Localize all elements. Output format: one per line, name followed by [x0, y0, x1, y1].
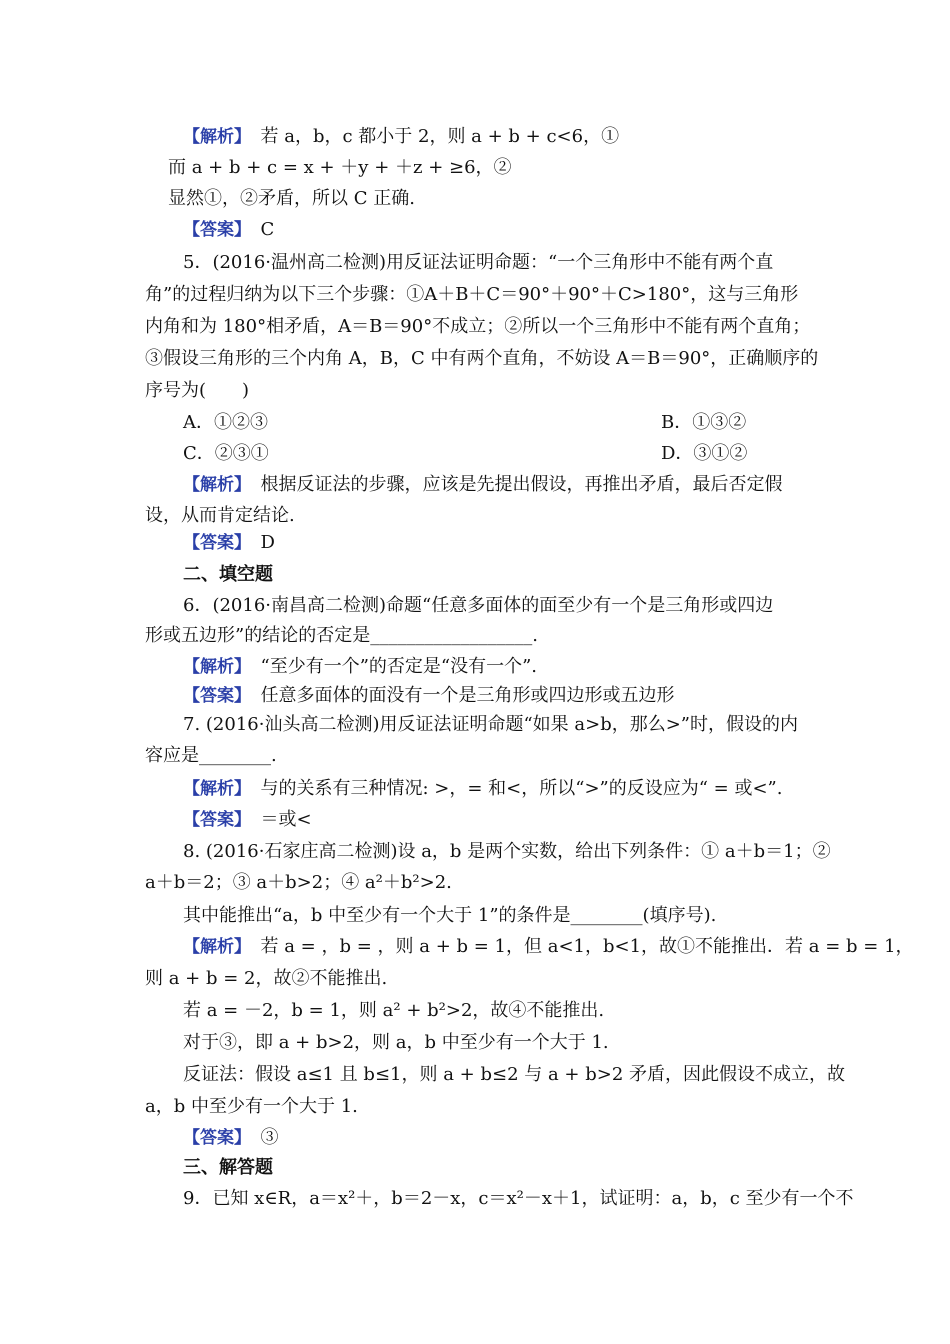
question-6-line: 6．(2016·南昌高二检测)命题“任意多面体的面至少有一个是三角形或四边	[183, 595, 774, 616]
text-line: a，b 中至少有一个大于 1.	[145, 1096, 358, 1117]
answer-tag: 【答案】	[183, 686, 243, 706]
question-8-line: 8. (2016·石家庄高二检测)设 a，b 是两个实数，给出下列条件：① a＋b＝1；②	[183, 841, 831, 862]
question-7-line: 7. (2016·汕头高二检测)用反证法证明命题“如果 a>b，那么>”时，假设的内	[183, 714, 799, 735]
text-line: 序号为( )	[145, 380, 250, 401]
analysis-tag: 【解析】	[183, 779, 243, 799]
option-d: D．③①②	[661, 443, 748, 464]
answer-text: D	[242, 532, 275, 553]
answer-text: ③	[242, 1127, 279, 1148]
analysis-tag: 【解析】	[183, 475, 243, 495]
analysis-text: 根据反证法的步骤，应该是先提出假设，再推出矛盾，最后否定假	[242, 474, 783, 495]
answer-tag: 【答案】	[183, 533, 243, 553]
option-b: B．①③②	[661, 412, 747, 433]
analysis-line	[183, 125, 853, 149]
text-line: 其中能推出“a，b 中至少有一个大于 1”的条件是________(填序号).	[183, 905, 717, 926]
analysis-line	[183, 655, 853, 679]
question-5-line: 5．(2016·温州高二检测)用反证法证明命题：“一个三角形中不能有两个直	[183, 252, 774, 273]
analysis-text: “至少有一个”的否定是“没有一个”.	[242, 656, 538, 677]
options-row	[183, 411, 853, 435]
option-c: C．②③①	[183, 443, 269, 464]
analysis-text: 若 a = ，b = ，则 a + b = 1，但 a<1，b<1，故①不能推出．若 a = b = 1，	[242, 936, 914, 957]
answer-line	[183, 218, 853, 242]
section-heading: 三、解答题	[183, 1157, 273, 1178]
answer-text: 任意多面体的面没有一个是三角形或四边形或五边形	[242, 685, 675, 706]
analysis-tag: 【解析】	[183, 657, 243, 677]
options-row	[183, 442, 853, 466]
text-line: 角”的过程归纳为以下三个步骤：①A＋B＋C＝90°＋90°＋C>180°，这与三角形	[145, 284, 799, 305]
section-heading: 二、填空题	[183, 564, 273, 585]
analysis-line	[183, 777, 853, 801]
analysis-text: 与的关系有三种情况: >，= 和<，所以“>”的反设应为“ = 或<”.	[242, 778, 783, 799]
answer-line	[183, 531, 853, 555]
text-line: 若 a = －2，b = 1，则 a² + b²>2，故④不能推出.	[183, 1000, 605, 1021]
text-line: 容应是________.	[145, 745, 277, 766]
text-line: 设，从而肯定结论.	[145, 505, 295, 526]
analysis-tag: 【解析】	[183, 127, 243, 147]
text-line: ③假设三角形的三个内角 A，B，C 中有两个直角，不妨设 A＝B＝90°，正确顺序的	[145, 348, 819, 369]
text-line: 反证法：假设 a≤1 且 b≤1，则 a + b≤2 与 a + b>2 矛盾，因此假设不成立，故	[183, 1064, 845, 1085]
text-line: a＋b＝2；③ a＋b>2；④ a²＋b²>2.	[145, 872, 452, 893]
question-9-line: 9．已知 x∈R，a＝x²＋，b＝2－x，c＝x²－x＋1，试证明：a，b，c 至少有一个不	[183, 1188, 854, 1209]
text-line: 则 a + b = 2，故②不能推出.	[145, 968, 388, 989]
answer-line	[183, 808, 853, 832]
answer-tag: 【答案】	[183, 1128, 243, 1148]
text-line: 显然①，②矛盾，所以 C 正确.	[168, 188, 415, 209]
answer-line	[183, 684, 853, 708]
answer-tag: 【答案】	[183, 220, 243, 240]
text-line: 内角和为 180°相矛盾，A＝B＝90°不成立；②所以一个三角形中不能有两个直角；	[145, 316, 811, 337]
option-a: A．①②③	[183, 412, 268, 433]
text-line: 对于③，即 a + b>2，则 a，b 中至少有一个大于 1.	[183, 1032, 609, 1053]
answer-line	[183, 1126, 853, 1150]
analysis-text: 若 a，b，c 都小于 2，则 a + b + c<6，①	[242, 126, 620, 147]
answer-text: C	[242, 219, 275, 240]
text-line: 形或五边形”的结论的否定是__________________.	[145, 625, 538, 646]
analysis-tag: 【解析】	[183, 937, 243, 957]
answer-tag: 【答案】	[183, 810, 243, 830]
analysis-line	[183, 473, 853, 497]
text-line: 而 a + b + c = x + ＋y + ＋z + ≥6，②	[168, 157, 512, 178]
answer-text: ＝或<	[242, 809, 312, 830]
analysis-line	[183, 935, 914, 959]
